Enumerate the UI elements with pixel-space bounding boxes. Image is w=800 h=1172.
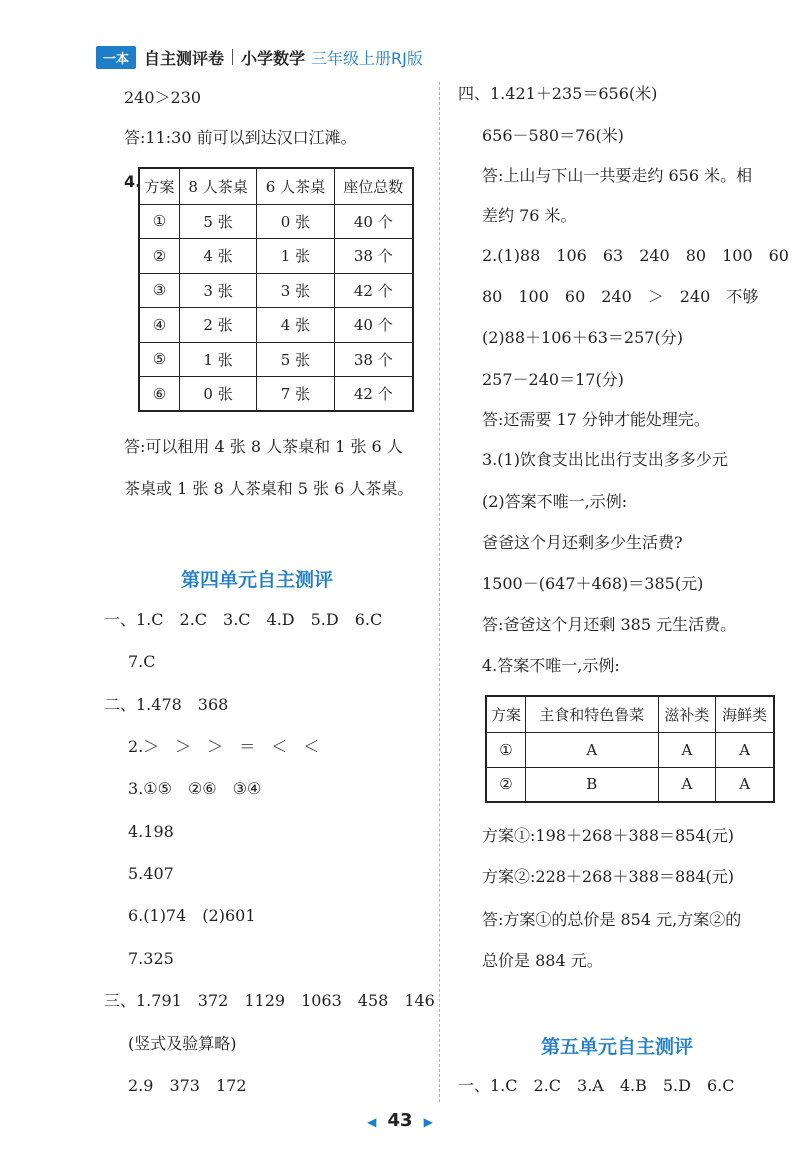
right-line-3: 答:上山与下山一共要走约 656 米。相 <box>482 166 753 185</box>
table-row <box>139 239 413 274</box>
table-cell: 40 个 <box>334 308 413 343</box>
table-header-cell: 座位总数 <box>334 168 413 204</box>
table-row <box>139 204 413 239</box>
table-cell: B <box>525 767 658 802</box>
tea-table-plans <box>138 167 414 412</box>
table-header-cell: 8 人茶桌 <box>179 168 256 204</box>
right-line-11: (2)答案不唯一,示例: <box>482 492 628 511</box>
table-cell: A <box>525 732 658 767</box>
table-cell: 4 张 <box>257 308 334 343</box>
table-header-cell: 方案 <box>486 696 525 732</box>
table-cell: 0 张 <box>257 204 334 239</box>
section-title-unit-5: 第五单元自主测评 <box>541 1036 694 1058</box>
table-cell: 3 张 <box>179 273 256 308</box>
table-header-row <box>486 696 774 732</box>
header-grade: 三年级上册RJ版 <box>311 48 423 68</box>
table-cell: 0 张 <box>179 377 256 412</box>
right-line-6: 80 100 60 240 ＞ 240 不够 <box>482 287 759 306</box>
menu-table-plans <box>485 695 775 803</box>
right-line-10: 3.(1)饮食支出比出行支出多多少元 <box>482 450 728 469</box>
right-line-16: 方案①:198＋268＋388＝854(元) <box>482 826 735 845</box>
table-cell: ④ <box>139 308 179 343</box>
right-line-8: 257－240＝17(分) <box>482 370 624 389</box>
table-cell: 4 张 <box>179 239 256 274</box>
table-header-cell: 6 人茶桌 <box>257 168 334 204</box>
table-row <box>139 342 413 377</box>
question-4-label: 4. <box>124 172 142 191</box>
table-cell: 42 个 <box>334 377 413 412</box>
header-subject: 小学数学 <box>241 48 306 68</box>
table-cell: 40 个 <box>334 204 413 239</box>
table-cell: 7 张 <box>257 377 334 412</box>
right-line-12: 爸爸这个月还剩多少生活费? <box>482 533 683 552</box>
table-cell: ③ <box>139 273 179 308</box>
unit4-part3-note: (竖式及验算略) <box>128 1034 237 1053</box>
table-row <box>139 273 413 308</box>
table-header-cell: 海鲜类 <box>716 696 774 732</box>
table-header-row <box>139 168 413 204</box>
right-line-18: 答:方案①的总价是 854 元,方案②的 <box>482 910 742 929</box>
table-cell: A <box>658 767 716 802</box>
table-cell: ① <box>486 732 525 767</box>
unit4-part2-q5: 5.407 <box>128 864 174 883</box>
table-row <box>486 732 774 767</box>
page-footer <box>0 1110 800 1131</box>
unit4-part2-q6: 6.(1)74 (2)601 <box>128 906 256 925</box>
column-divider <box>439 82 440 1102</box>
table-cell: ⑥ <box>139 377 179 412</box>
unit4-part1-line1: 一、1.C 2.C 3.C 4.D 5.D 6.C <box>104 610 383 629</box>
right-line-5: 2.(1)88 106 63 240 80 100 60 <box>482 246 789 265</box>
left-line-1: 240＞230 <box>124 88 202 107</box>
table-cell: 3 张 <box>257 273 334 308</box>
right-line-13: 1500－(647＋468)＝385(元) <box>482 574 704 593</box>
right-line-17: 方案②:228＋268＋388＝884(元) <box>482 867 735 886</box>
right-line-14: 答:爸爸这个月还剩 385 元生活费。 <box>482 615 737 634</box>
table-cell: 38 个 <box>334 239 413 274</box>
table-cell: A <box>716 732 774 767</box>
header-separator <box>232 49 233 65</box>
page-number: 43 <box>387 1110 413 1131</box>
table-cell: 2 张 <box>179 308 256 343</box>
table-cell: A <box>716 767 774 802</box>
right-line-15: 4.答案不唯一,示例: <box>482 656 620 675</box>
right-line-7: (2)88＋106＋63＝257(分) <box>482 328 683 347</box>
table-cell: 1 张 <box>179 342 256 377</box>
unit4-part2-q7: 7.325 <box>128 949 174 968</box>
table-row <box>139 308 413 343</box>
left-answer-line-1: 答:可以租用 4 张 8 人茶桌和 1 张 6 人 <box>124 437 403 456</box>
right-line-1: 四、1.421＋235＝656(米) <box>458 84 658 103</box>
table-cell: ⑤ <box>139 342 179 377</box>
right-line-2: 656－580＝76(米) <box>482 126 624 145</box>
unit4-part2-q2: 2.＞ ＞ ＞ ＝ ＜ ＜ <box>128 737 320 756</box>
right-line-4: 差约 76 米。 <box>482 206 577 225</box>
table-header-cell: 方案 <box>139 168 179 204</box>
left-line-2: 答:11:30 前可以到达汉口江滩。 <box>124 128 357 147</box>
table-cell: ② <box>139 239 179 274</box>
table-cell: A <box>658 732 716 767</box>
table-cell: ② <box>486 767 525 802</box>
table-cell: 5 张 <box>179 204 256 239</box>
unit4-part2-q4: 4.198 <box>128 822 174 841</box>
left-answer-line-2: 茶桌或 1 张 8 人茶桌和 5 张 6 人茶桌。 <box>124 479 414 498</box>
unit4-part2-q1: 二、1.478 368 <box>104 695 229 714</box>
unit4-part3-q1: 三、1.791 372 1129 1063 458 146 <box>104 991 435 1010</box>
page-header <box>96 44 423 70</box>
brand-logo: 一本 <box>96 46 136 69</box>
table-cell: 1 张 <box>257 239 334 274</box>
right-line-19: 总价是 884 元。 <box>482 951 603 970</box>
header-title: 自主测评卷 <box>144 48 225 68</box>
table-cell: 42 个 <box>334 273 413 308</box>
next-triangle-icon: ▶ <box>423 1115 433 1129</box>
table-header-cell: 主食和特色鲁菜 <box>525 696 658 732</box>
table-cell: ① <box>139 204 179 239</box>
table-cell: 38 个 <box>334 342 413 377</box>
table-header-cell: 滋补类 <box>658 696 716 732</box>
table-row <box>486 767 774 802</box>
right-line-20: 一、1.C 2.C 3.A 4.B 5.D 6.C <box>458 1076 735 1095</box>
unit4-part3-q2: 2.9 373 172 <box>128 1076 247 1095</box>
section-title-unit-4: 第四单元自主测评 <box>181 569 334 591</box>
unit4-part1-line2: 7.C <box>128 652 156 671</box>
table-row <box>139 377 413 412</box>
table-cell: 5 张 <box>257 342 334 377</box>
right-line-9: 答:还需要 17 分钟才能处理完。 <box>482 410 710 429</box>
prev-triangle-icon: ◀ <box>367 1115 377 1129</box>
unit4-part2-q3: 3.①⑤ ②⑥ ③④ <box>128 779 262 798</box>
